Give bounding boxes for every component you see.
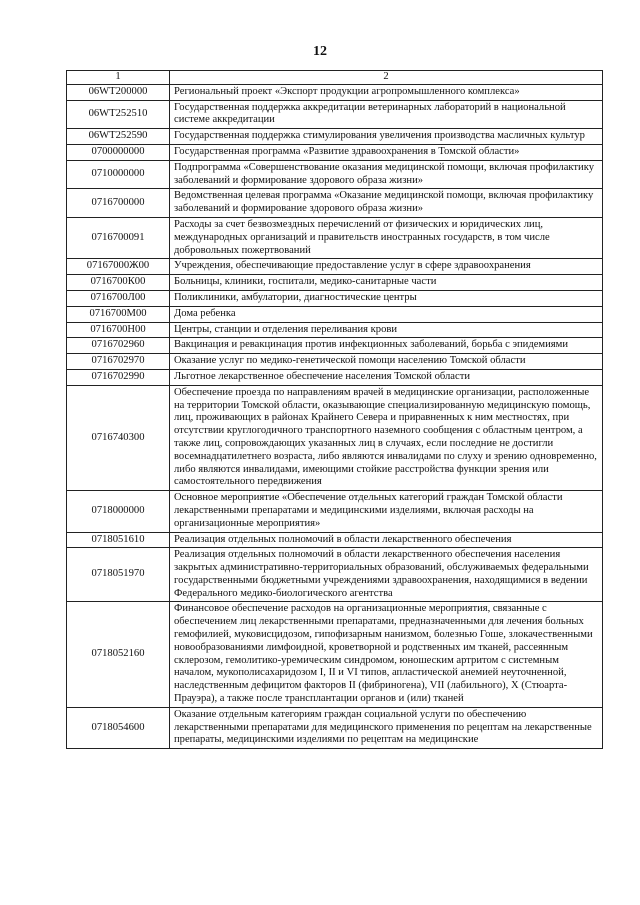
table-row <box>67 306 603 322</box>
row-description: Оказание услуг по медико-генетической помощи населению Томской области <box>170 354 603 370</box>
table-row <box>67 322 603 338</box>
row-code: 0716702990 <box>67 369 170 385</box>
row-description: Больницы, клиники, госпитали, медико-санитарные части <box>170 275 603 291</box>
table-row <box>67 129 603 145</box>
row-description: Дома ребенка <box>170 306 603 322</box>
table-row <box>67 338 603 354</box>
row-code: 0716700М00 <box>67 306 170 322</box>
table-row <box>67 707 603 748</box>
row-description: Оказание отдельным категориям граждан социальной услуги по обеспечению лекарственными препаратами для медицинского применения по рецептам на лекарственные препараты, медицинскими изделиями по рецептам на медицинские <box>170 707 603 748</box>
row-description: Государственная поддержка стимулирования увеличения производства масличных культур <box>170 129 603 145</box>
row-description: Расходы за счет безвозмездных перечислений от физических и юридических лиц, международных организаций и правительств иностранных государств, в том числе добровольных пожертвований <box>170 217 603 258</box>
table-row <box>67 84 603 100</box>
row-code: 06WT200000 <box>67 84 170 100</box>
row-code: 0716700091 <box>67 217 170 258</box>
table-row <box>67 385 603 490</box>
table-header-row <box>67 71 603 85</box>
table-row <box>67 491 603 532</box>
row-code: 06WT252510 <box>67 100 170 129</box>
row-code: 0718054600 <box>67 707 170 748</box>
row-description: Льготное лекарственное обеспечение населения Томской области <box>170 369 603 385</box>
row-description: Обеспечение проезда по направлениям врачей в медицинские организации, расположенные на территории Томской области, оказывающие специализированную медицинскую помощь, лиц, проживающих в районах Крайнего Севера и приравненных к ним местностях, при отсутствии круглогодичного транспортного наземного сообщения с областным центром, а также лиц, сопровождающих указанных лиц в случаях, если последние не достигли восемнадцатилетнего возраста, либо являются инвалидами по слуху и зрению одновременно, либо являются инвалидами, имеющими стойкие расстройства функции зрения или самостоятельного передвижения <box>170 385 603 490</box>
page-number: 12 <box>313 44 327 59</box>
table-row <box>67 290 603 306</box>
row-code: 0716700К00 <box>67 275 170 291</box>
row-code: 0710000000 <box>67 160 170 189</box>
table-row <box>67 275 603 291</box>
table-row <box>67 189 603 218</box>
row-description: Региональный проект «Экспорт продукции агропромышленного комплекса» <box>170 84 603 100</box>
row-description: Поликлиники, амбулатории, диагностические центры <box>170 290 603 306</box>
row-description: Ведомственная целевая программа «Оказание медицинской помощи, включая профилактику заболеваний и формирование здорового образа жизни» <box>170 189 603 218</box>
row-description: Центры, станции и отделения переливания крови <box>170 322 603 338</box>
row-code: 06WT252590 <box>67 129 170 145</box>
row-code: 0716700Н00 <box>67 322 170 338</box>
row-description: Государственная поддержка аккредитации ветеринарных лабораторий в национальной системе аккредитации <box>170 100 603 129</box>
table-row <box>67 100 603 129</box>
row-description: Финансовое обеспечение расходов на организационные мероприятия, связанные с обеспечением лиц лекарственными препаратами, предназначенными для лечения больных гемофилией, муковисцидозом, гипофизарным нанизмом, болезнью Гоше, злокачественными новообразованиями лимфоидной, кроветворной и родственных им тканей, рассеянным склерозом, гемолитико-уремическим синдромом, юношеским артритом с системным началом, мукополисахаридозом I, II и VI типов, апластической анемией неуточненной, наследственным дефицитом факторов II (фибриногена), VII (лабильного), X (Стюарта-Прауэра), а также после трансплантации органов и (или) тканей <box>170 602 603 707</box>
table-row <box>67 144 603 160</box>
row-description: Вакцинация и ревакцинация против инфекционных заболеваний, борьба с эпидемиями <box>170 338 603 354</box>
row-description: Учреждения, обеспечивающие предоставление услуг в сфере здравоохранения <box>170 259 603 275</box>
table-row <box>67 259 603 275</box>
row-code: 0718000000 <box>67 491 170 532</box>
budget-classification-table <box>66 70 603 749</box>
row-description: Реализация отдельных полномочий в области лекарственного обеспечения населения закрытых административно-территориальных образований, обслуживаемых федеральными государственными бюджетными учреждениями здравоохранения, находящимися в ведении Федерального медико-биологического агентства <box>170 548 603 602</box>
row-description: Государственная программа «Развитие здравоохранения в Томской области» <box>170 144 603 160</box>
table-row <box>67 532 603 548</box>
row-code: 0718051970 <box>67 548 170 602</box>
row-code: 0716702960 <box>67 338 170 354</box>
table-row <box>67 217 603 258</box>
row-code: 0716700Л00 <box>67 290 170 306</box>
row-code: 0716702970 <box>67 354 170 370</box>
column-header-description: 2 <box>170 71 603 85</box>
column-header-code: 1 <box>67 71 170 85</box>
table-row <box>67 369 603 385</box>
row-code: 0716740300 <box>67 385 170 490</box>
row-code: 0700000000 <box>67 144 170 160</box>
table-row <box>67 160 603 189</box>
row-description: Реализация отдельных полномочий в области лекарственного обеспечения <box>170 532 603 548</box>
table-row <box>67 548 603 602</box>
row-description: Подпрограмма «Совершенствование оказания медицинской помощи, включая профилактику заболеваний и формирование здорового образа жизни» <box>170 160 603 189</box>
row-description: Основное мероприятие «Обеспечение отдельных категорий граждан Томской области лекарственными препаратами и медицинскими изделиями, включая расходы на организационные мероприятия» <box>170 491 603 532</box>
table-row <box>67 354 603 370</box>
table-row <box>67 602 603 707</box>
row-code: 0718051610 <box>67 532 170 548</box>
row-code: 0718052160 <box>67 602 170 707</box>
row-code: 0716700000 <box>67 189 170 218</box>
row-code: 07167000Ж00 <box>67 259 170 275</box>
